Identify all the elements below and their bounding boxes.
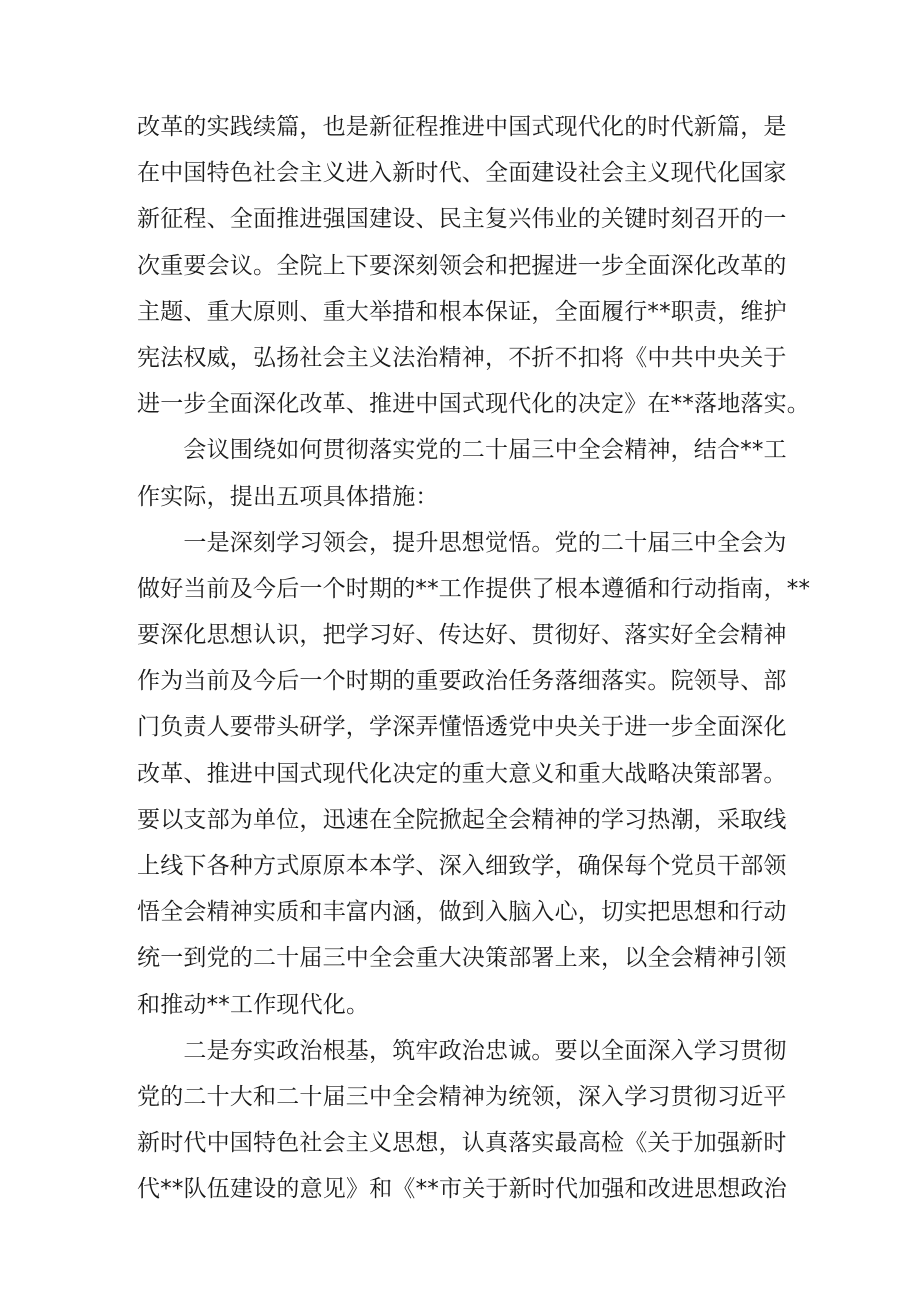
text-line: 要深化思想认识，把学习好、传达好、贯彻好、落实好全会精神 [137,622,787,649]
text-line: 改革、推进中国式现代化决定的重大意义和重大战略决策部署。 [137,760,787,787]
text-line: 作为当前及今后一个时期的重要政治任务落细落实。院领导、部 [137,668,787,695]
text-line: 新征程、全面推进强国建设、民主复兴伟业的关键时刻召开的一 [137,206,787,233]
text-line: 上线下各种方式原原本本学、深入细致学，确保每个党员干部领 [137,853,787,879]
text-line: 党的二十大和二十届三中全会精神为统领，深入学习贯彻习近平 [137,1083,787,1110]
paragraph-first-line: 二是夯实政治根基，筑牢政治忠诚。要以全面深入学习贯彻 [137,1037,787,1064]
paragraph-first-line: 一是深刻学习领会，提升思想觉悟。党的二十届三中全会为 [137,529,787,556]
text-line: 宪法权威，弘扬社会主义法治精神，不折不扣将《中共中央关于 [137,344,787,371]
text-line: 主题、重大原则、重大举措和根本保证，全面履行**职责，维护 [137,298,787,325]
text-line: 要以支部为单位，迅速在全院掀起全会精神的学习热潮，采取线 [137,806,787,833]
text-line: 新时代中国特色社会主义思想，认真落实最高检《关于加强新时 [137,1130,787,1157]
text-line: 代**队伍建设的意见》和《**市关于新时代加强和改进思想政治 [137,1176,787,1203]
text-line: 进一步全面深化改革、推进中国式现代化的决定》在**落地落实。 [137,391,810,418]
text-line: 次重要会议。全院上下要深刻领会和把握进一步全面深化改革的 [137,252,787,279]
text-line: 做好当前及今后一个时期的**工作提供了根本遵循和行动指南，** [137,575,811,602]
text-line: 改革的实践续篇，也是新征程推进中国式现代化的时代新篇，是 [137,114,787,140]
text-line: 悟全会精神实质和丰富内涵，做到入脑入心，切实把思想和行动 [137,899,787,926]
text-line: 门负责人要带头研学，学深弄懂悟透党中央关于进一步全面深化 [137,714,787,741]
text-line: 和推动**工作现代化。 [137,991,370,1018]
text-line: 作实际，提出五项具体措施： [137,483,439,510]
text-line: 统一到党的二十届三中全会重大决策部署上来，以全会精神引领 [137,945,787,972]
text-line: 在中国特色社会主义进入新时代、全面建设社会主义现代化国家 [137,160,787,187]
paragraph-first-line: 会议围绕如何贯彻落实党的二十届三中全会精神，结合**工 [137,437,787,464]
document-body [137,104,811,1213]
